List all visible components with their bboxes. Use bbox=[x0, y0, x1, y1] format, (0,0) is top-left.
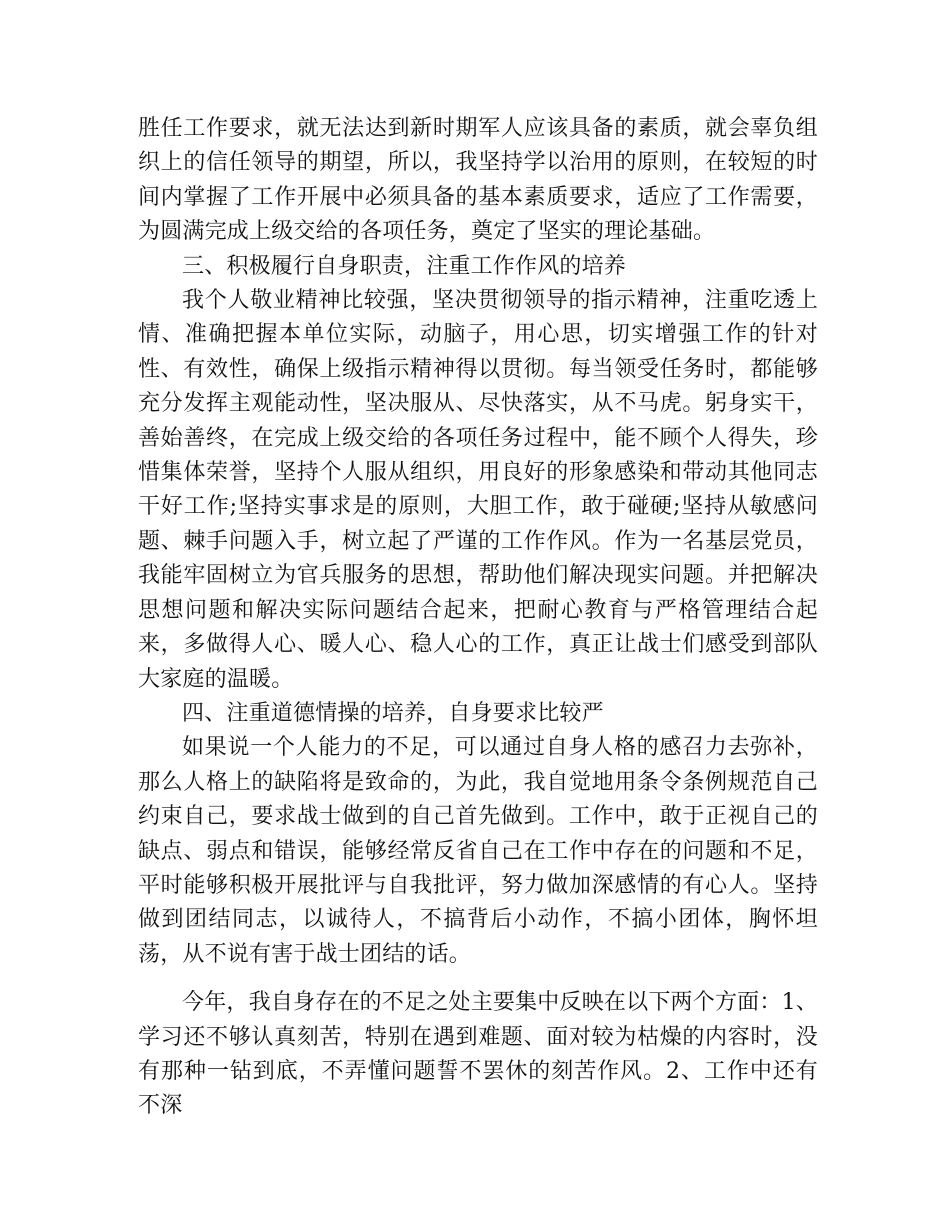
paragraph-continuation: 胜任工作要求，就无法达到新时期军人应该具备的素质，就会辜负组织上的信任领导的期望，所以，我坚持学以治用的原则，在较短的时间内掌握了工作开展中必须具备的基本素质要求，适应了工作需要，为圆满完成上级交给的各项任务，奠定了坚实的理论基础。 bbox=[138, 116, 818, 245]
paragraph-shortcomings: 今年，我自身存在的不足之处主要集中反映在以下两个方面：1、学习还不够认真刻苦，特别在遇到难题、面对较为枯燥的内容时，没有那种一钻到底，不弄懂问题誓不罢休的刻苦作风。2、工作中还有不深 bbox=[138, 990, 818, 1119]
section-heading-three: 三、积极履行自身职责，注重工作作风的培养 bbox=[182, 253, 627, 279]
paragraph-moral-character: 如果说一个人能力的不足，可以通过自身人格的感召力去弥补，那么人格上的缺陷将是致命的，为此，我自觉地用条令条例规范自己约束自己，要求战士做到的自己首先做到。工作中，敢于正视自己的缺点、弱点和错误，能够经常反省自己在工作中存在的问题和不足，平时能够积极开展批评与自我批评，努力做加深感情的有心人。坚持做到团结同志，以诚待人，不搞背后小动作，不搞小团体，胸怀坦荡，从不说有害于战士团结的话。 bbox=[138, 735, 818, 967]
section-heading-four: 四、注重道德情操的培养，自身要求比较严 bbox=[182, 700, 604, 726]
document-page bbox=[138, 112, 818, 1124]
paragraph-work-style: 我个人敬业精神比较强，坚决贯彻领导的指示精神，注重吃透上情、准确把握本单位实际，动脑子，用心思，切实增强工作的针对性、有效性，确保上级指示精神得以贯彻。每当领受任务时，都能够充分发挥主观能动性，坚决服从、尽快落实，从不马虎。躬身实干，善始善终，在完成上级交给的各项任务过程中，能不顾个人得失，珍惜集体荣誉，坚持个人服从组织，用良好的形象感染和带动其他同志干好工作;坚持实事求是的原则，大胆工作，敢于碰硬;坚持从敏感问题、棘手问题入手，树立起了严谨的工作作风。作为一名基层党员，我能牢固树立为官兵服务的思想，帮助他们解决现实问题。并把解决思想问题和解决实际问题结合起来，把耐心教育与严格管理结合起来，多做得人心、暖人心、稳人心的工作，真正让战士们感受到部队大家庭的温暖。 bbox=[138, 288, 818, 692]
